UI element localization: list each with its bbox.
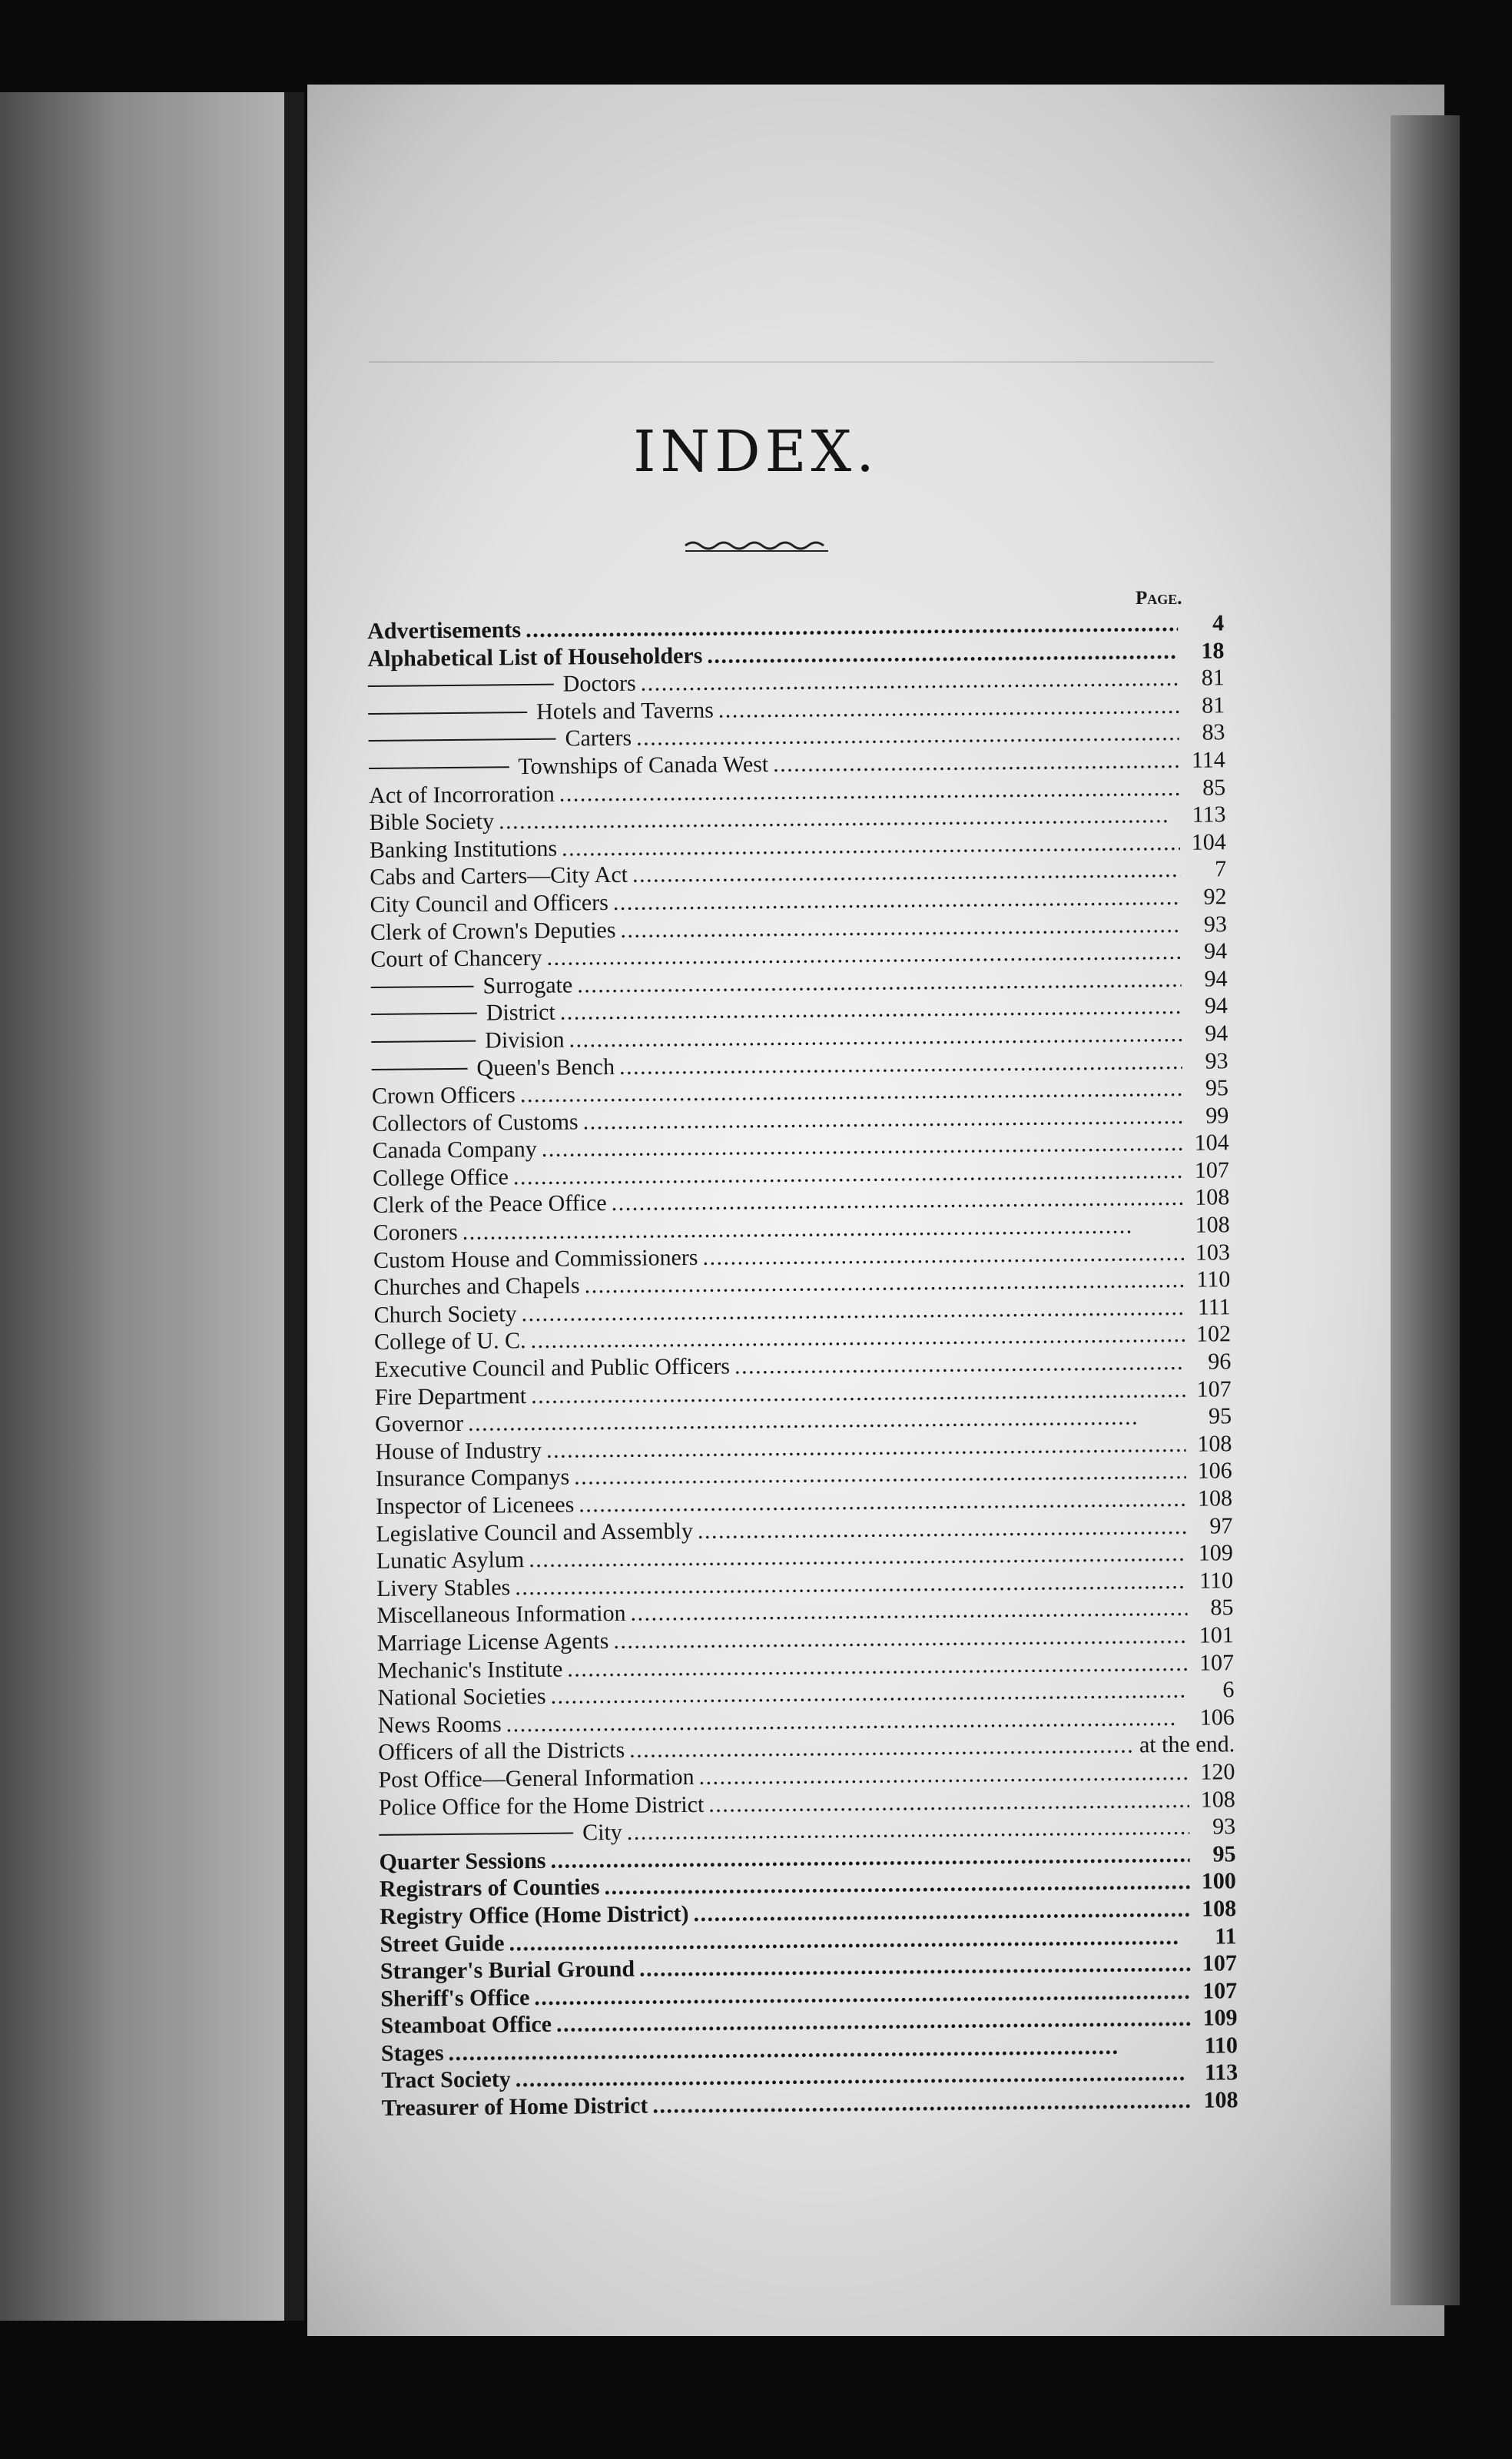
ditto-dash bbox=[369, 738, 556, 742]
entry-page-number: 96 bbox=[1208, 1349, 1232, 1375]
leader-dots bbox=[562, 830, 1180, 862]
entry-label: Quarter Sessions bbox=[379, 1847, 546, 1875]
entry-label: Fire Department bbox=[374, 1382, 527, 1410]
entry-label: Doctors bbox=[562, 670, 636, 697]
entry-page-number: 120 bbox=[1200, 1759, 1235, 1785]
entry-page-number: 107 bbox=[1199, 1649, 1235, 1676]
entry-label: City Council and Officers bbox=[370, 889, 608, 918]
entry-page-number: 107 bbox=[1202, 1977, 1238, 2004]
entry-page-number: 94 bbox=[1204, 965, 1228, 992]
entry-label: Treasurer of Home District bbox=[381, 2092, 648, 2121]
leader-dots bbox=[542, 1130, 1183, 1163]
entry-page-number: 81 bbox=[1201, 665, 1225, 691]
entry-label: Carters bbox=[565, 725, 632, 752]
entry-page-number: 110 bbox=[1204, 2033, 1238, 2059]
entry-label: Clerk of the Peace Office bbox=[373, 1190, 607, 1219]
entry-page-number: 94 bbox=[1204, 938, 1228, 964]
entry-label: City bbox=[582, 1820, 622, 1846]
entry-page-number: 109 bbox=[1198, 1540, 1233, 1566]
entry-label: Bible Society bbox=[369, 808, 495, 836]
entry-label: Collectors of Customs bbox=[372, 1109, 579, 1137]
entry-page-number: 107 bbox=[1194, 1157, 1230, 1183]
leader-dots bbox=[734, 1349, 1185, 1380]
entry-label: Registrars of Counties bbox=[379, 1874, 600, 1903]
leader-dots bbox=[574, 1458, 1186, 1491]
entry-label: Division bbox=[485, 1027, 565, 1054]
leader-dots bbox=[698, 1760, 1189, 1790]
entry-page-number: 93 bbox=[1205, 1047, 1228, 1074]
wavy-ornament bbox=[684, 538, 830, 556]
leader-dots bbox=[567, 1650, 1188, 1682]
leader-dots bbox=[773, 748, 1179, 778]
entry-page-number: 101 bbox=[1199, 1622, 1234, 1648]
leader-dots bbox=[641, 665, 1179, 697]
page-column-header: Page. bbox=[1136, 588, 1182, 609]
index-entries bbox=[367, 610, 1238, 2122]
leader-dots bbox=[613, 884, 1181, 916]
entry-label: News Rooms bbox=[377, 1711, 502, 1738]
entry-page-number: 108 bbox=[1203, 2087, 1238, 2113]
ditto-dash bbox=[372, 1067, 468, 1070]
entry-page-number: 109 bbox=[1202, 2005, 1238, 2031]
entry-page-number: 95 bbox=[1208, 1403, 1232, 1429]
entry-page-number: 113 bbox=[1204, 2059, 1238, 2086]
leader-dots bbox=[546, 1432, 1186, 1464]
entry-label: Custom House and Commissioners bbox=[373, 1244, 698, 1273]
leader-dots bbox=[620, 911, 1181, 943]
entry-label: College Office bbox=[372, 1164, 509, 1191]
leader-dots bbox=[632, 857, 1180, 888]
leader-dots bbox=[619, 1048, 1182, 1080]
entry-page-number: 110 bbox=[1196, 1266, 1231, 1293]
leader-dots bbox=[708, 1787, 1189, 1817]
ditto-dash bbox=[371, 1013, 477, 1015]
page-title: INDEX. bbox=[633, 419, 879, 485]
entry-label: Sheriff's Office bbox=[380, 1984, 530, 2012]
entry-page-number: 114 bbox=[1191, 747, 1225, 773]
leader-dots bbox=[550, 1842, 1189, 1874]
leader-dots bbox=[556, 2006, 1192, 2038]
leader-dots bbox=[546, 939, 1181, 971]
entry-label: Stages bbox=[380, 2040, 444, 2066]
entry-label: Governor bbox=[374, 1411, 464, 1438]
entry-page-number: 92 bbox=[1203, 884, 1227, 910]
leader-dots bbox=[559, 775, 1180, 807]
entry-label: Lunatic Asylum bbox=[376, 1547, 525, 1575]
entry-label: Executive Council and Public Officers bbox=[374, 1353, 731, 1382]
entry-label: Crown Officers bbox=[371, 1082, 516, 1110]
entry-page-number: 102 bbox=[1195, 1321, 1232, 1348]
entry-label: Court of Chancery bbox=[370, 944, 542, 973]
entry-page-number: 83 bbox=[1202, 719, 1225, 745]
entry-page-number: 97 bbox=[1209, 1512, 1233, 1539]
leader-dots bbox=[630, 1595, 1187, 1627]
leader-dots bbox=[702, 1239, 1184, 1270]
leader-dots bbox=[550, 1677, 1188, 1710]
entry-page-number: 94 bbox=[1205, 1020, 1228, 1047]
entry-page-number: 11 bbox=[1214, 1923, 1237, 1949]
entry-page-number: 106 bbox=[1199, 1704, 1235, 1731]
entry-label: District bbox=[486, 999, 555, 1026]
entry-page-number: 107 bbox=[1202, 1950, 1238, 1976]
entry-page-number: 18 bbox=[1201, 637, 1225, 664]
leader-dots bbox=[693, 1897, 1190, 1927]
entry-page-number: 95 bbox=[1205, 1075, 1229, 1101]
entry-page-number: 94 bbox=[1204, 993, 1228, 1019]
entry-label: Inspector of Licenees bbox=[375, 1492, 575, 1519]
leader-dots bbox=[569, 1021, 1182, 1054]
entry-page-number: 104 bbox=[1191, 829, 1226, 855]
ditto-dash bbox=[368, 712, 527, 715]
leader-dots bbox=[636, 720, 1179, 752]
ditto-dash bbox=[371, 1040, 476, 1043]
entry-page-number: 108 bbox=[1195, 1212, 1230, 1238]
leader-dots bbox=[629, 1733, 1135, 1764]
entry-page-number: 106 bbox=[1197, 1458, 1232, 1485]
show-through-rule bbox=[369, 361, 1214, 363]
entry-page-number: 85 bbox=[1210, 1595, 1234, 1621]
entry-label: Steamboat Office bbox=[380, 2012, 552, 2039]
leader-dots bbox=[627, 1814, 1190, 1846]
entry-label: College of U. C. bbox=[373, 1328, 526, 1356]
ditto-dash bbox=[368, 684, 554, 687]
entry-label: Officers of all the Districts bbox=[378, 1737, 625, 1766]
entry-label: Act of Incorroration bbox=[369, 781, 555, 808]
entry-page-number: 111 bbox=[1197, 1294, 1231, 1320]
leader-dots bbox=[639, 1951, 1191, 1983]
entry-label: House of Industry bbox=[375, 1437, 542, 1465]
leader-dots bbox=[718, 693, 1179, 724]
entry-page-number: 93 bbox=[1212, 1814, 1236, 1840]
entry-page-number: 85 bbox=[1202, 774, 1226, 801]
entry-label: Tract Society bbox=[381, 2066, 511, 2094]
entry-label: Queen's Bench bbox=[476, 1054, 615, 1081]
entry-label: National Societies bbox=[377, 1683, 546, 1711]
entry-page-number: 95 bbox=[1212, 1840, 1236, 1867]
entry-label: Miscellaneous Information bbox=[376, 1601, 626, 1629]
entry-page-number: 108 bbox=[1195, 1184, 1230, 1211]
entry-label: Alphabetical List of Householders bbox=[367, 642, 703, 672]
leader-dots bbox=[604, 1869, 1190, 1900]
entry-label: Police Office for the Home District bbox=[378, 1791, 705, 1820]
entry-page-number: 108 bbox=[1202, 1896, 1237, 1922]
entry-page-number: 113 bbox=[1192, 801, 1226, 828]
leader-dots bbox=[652, 2088, 1192, 2119]
ditto-dash bbox=[369, 766, 509, 769]
entry-label: Insurance Companys bbox=[375, 1464, 570, 1492]
ditto-dash bbox=[379, 1833, 573, 1836]
entry-page-number: 6 bbox=[1222, 1677, 1235, 1703]
leader-dots bbox=[560, 994, 1182, 1026]
entry-label: Registry Office (Home District) bbox=[380, 1900, 689, 1930]
leader-dots bbox=[582, 1103, 1182, 1135]
entry-label: Marriage License Agents bbox=[376, 1628, 609, 1656]
entry-label: Cabs and Carters—City Act bbox=[370, 862, 628, 891]
leader-dots bbox=[707, 638, 1178, 669]
entry-label: Street Guide bbox=[380, 1930, 505, 1957]
entry-page-number: 107 bbox=[1196, 1376, 1232, 1402]
entry-page-number: 110 bbox=[1199, 1568, 1234, 1594]
entry-page-number: 4 bbox=[1212, 610, 1225, 636]
entry-page-number: 104 bbox=[1194, 1130, 1229, 1156]
entry-label: Banking Institutions bbox=[369, 835, 558, 863]
entry-label: Coroners bbox=[373, 1219, 458, 1246]
leader-dots bbox=[577, 967, 1182, 999]
entry-page-number: 108 bbox=[1197, 1431, 1232, 1457]
entry-page-number: 100 bbox=[1201, 1868, 1236, 1894]
leader-dots bbox=[579, 1486, 1186, 1518]
leader-dots bbox=[698, 1513, 1187, 1544]
entry-label: Church Society bbox=[373, 1301, 517, 1328]
entry-page-number: 7 bbox=[1215, 856, 1227, 882]
leader-dots bbox=[613, 1623, 1188, 1654]
entry-label: Mechanic's Institute bbox=[376, 1656, 563, 1684]
entry-page-number: 99 bbox=[1205, 1102, 1229, 1129]
entry-label: Hotels and Taverns bbox=[536, 697, 714, 725]
entry-label: Canada Company bbox=[372, 1137, 537, 1164]
entry-label: Clerk of Crown's Deputies bbox=[370, 917, 616, 945]
entry-page-number: 108 bbox=[1200, 1786, 1235, 1813]
entry-label: Stranger's Burial Ground bbox=[380, 1956, 635, 1985]
entry-page-number: 108 bbox=[1197, 1485, 1233, 1512]
entry-label: Livery Stables bbox=[376, 1575, 511, 1601]
leader-dots bbox=[584, 1267, 1184, 1299]
entry-label: Post Office—General Information bbox=[378, 1764, 695, 1793]
leader-dots bbox=[611, 1185, 1183, 1216]
entry-label: Townships of Canada West bbox=[518, 751, 769, 780]
entry-label: Surrogate bbox=[482, 972, 573, 999]
entry-label: Churches and Chapels bbox=[373, 1273, 580, 1301]
entry-label: Legislative Council and Assembly bbox=[376, 1518, 694, 1547]
entry-label: Advertisements bbox=[367, 617, 522, 644]
entry-page-number: 103 bbox=[1195, 1239, 1231, 1266]
entry-page-number: at the end. bbox=[1139, 1731, 1235, 1758]
entry-page-number: 81 bbox=[1201, 692, 1225, 718]
entry-page-number: 93 bbox=[1203, 911, 1228, 937]
ditto-dash bbox=[371, 985, 474, 987]
